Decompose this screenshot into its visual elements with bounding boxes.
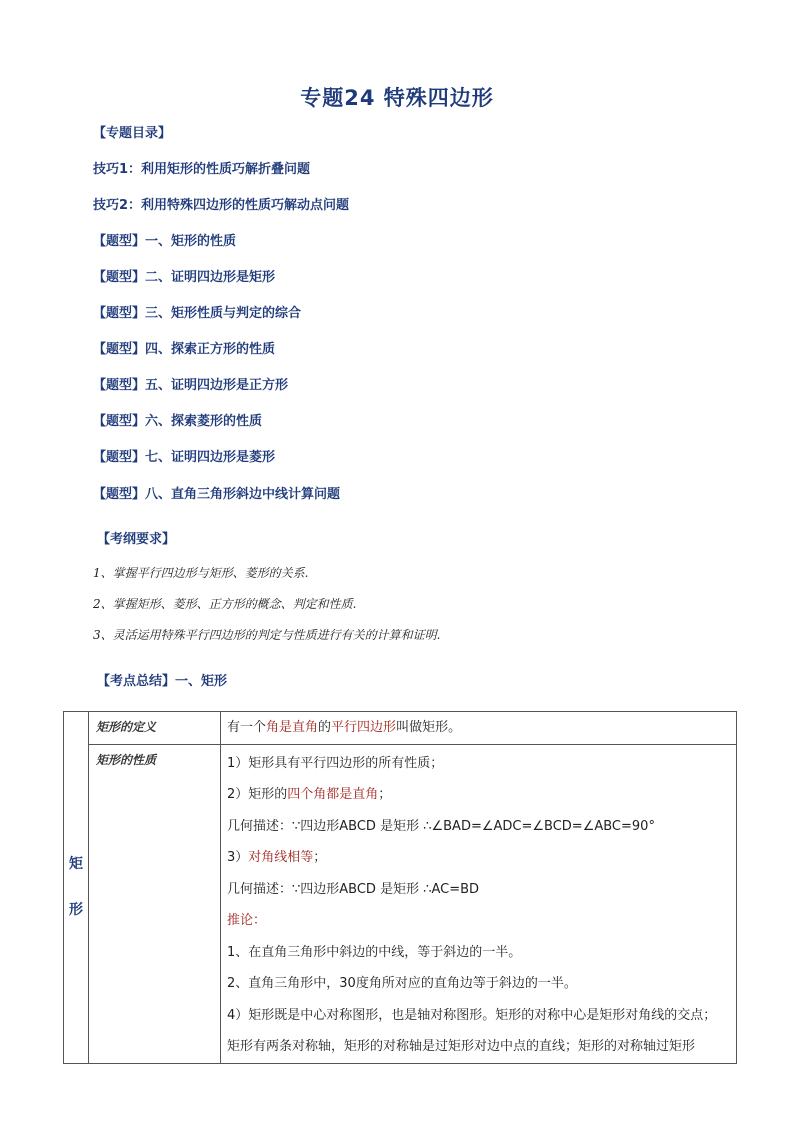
- property-cell: [221, 745, 737, 1064]
- property-text: ；: [378, 787, 392, 802]
- property-line: 1、在直角三角形中斜边的中线，等于斜边的一半。: [227, 944, 522, 960]
- definition-text: 叫做矩形。: [396, 720, 462, 735]
- property-text: 2）矩形的: [227, 787, 288, 802]
- definition-text: 的: [318, 720, 332, 735]
- requirement-item: 2、掌握矩形、菱形、正方形的概念、判定和性质.: [93, 597, 357, 611]
- property-line: 1）矩形具有平行四边形的所有性质；: [227, 756, 444, 771]
- toc-item: 技巧2：利用特殊四边形的性质巧解动点问题: [93, 198, 350, 213]
- requirements-heading: 【考纲要求】: [97, 532, 176, 547]
- property-line: 2、直角三角形中，30度角所对应的直角边等于斜边的一半。: [227, 976, 577, 991]
- side-label-char: 形: [69, 902, 83, 919]
- property-line: [227, 779, 736, 811]
- toc-item: 【题型】三、矩形性质与判定的综合: [93, 306, 302, 321]
- definition-label: 矩形的定义: [89, 712, 221, 745]
- property-text: 3）: [227, 850, 249, 865]
- property-text: ；: [313, 850, 327, 865]
- definition-highlight: 角是直角: [266, 720, 319, 735]
- toc-item: 【题型】七、证明四边形是菱形: [93, 450, 276, 465]
- requirement-item: 3、灵活运用特殊平行四边形的判定与性质进行有关的计算和证明.: [93, 628, 441, 642]
- property-line: [227, 842, 736, 874]
- toc-item: 【题型】六、探索菱形的性质: [93, 414, 263, 429]
- property-line: 4）矩形既是中心对称图形，也是轴对称图形。矩形的对称中心是矩形对角线的交点；: [227, 1007, 717, 1023]
- side-label-char: 矩: [69, 856, 83, 873]
- property-highlight: 四个角都是直角: [287, 787, 379, 802]
- requirement-item: 1、掌握平行四边形与矩形、菱形的关系.: [93, 566, 309, 580]
- toc-item: 【题型】八、直角三角形斜边中线计算问题: [93, 487, 341, 502]
- rectangle-summary-table: [63, 711, 737, 1064]
- document-title: 专题24 特殊四边形: [300, 86, 494, 110]
- property-label: 矩形的性质: [89, 745, 221, 1064]
- definition-cell: [221, 712, 737, 745]
- property-line: 矩形有两条对称轴，矩形的对称轴是过矩形对边中点的直线；矩形的对称轴过矩形: [227, 1039, 696, 1054]
- toc-item: 【题型】二、证明四边形是矩形: [93, 270, 276, 285]
- toc-item: 技巧1：利用矩形的性质巧解折叠问题: [93, 162, 311, 177]
- property-highlight: 对角线相等: [248, 850, 314, 865]
- toc-item: 【题型】五、证明四边形是正方形: [93, 378, 289, 393]
- property-line: 几何描述：∵四边形ABCD 是矩形 ∴∠BAD=∠ADC=∠BCD=∠ABC=90°: [227, 818, 655, 834]
- definition-highlight: 平行四边形: [331, 720, 397, 735]
- property-line: 推论：: [227, 913, 267, 928]
- property-line: 几何描述：∵四边形ABCD 是矩形 ∴AC=BD: [227, 881, 480, 897]
- definition-text: 有一个: [227, 720, 267, 735]
- toc-item: 【题型】一、矩形的性质: [93, 234, 237, 249]
- summary-heading: 【考点总结】一、矩形: [97, 674, 228, 689]
- toc-heading: 【专题目录】: [93, 126, 172, 141]
- toc-item: 【题型】四、探索正方形的性质: [93, 342, 276, 357]
- side-label-cell: [64, 712, 89, 1064]
